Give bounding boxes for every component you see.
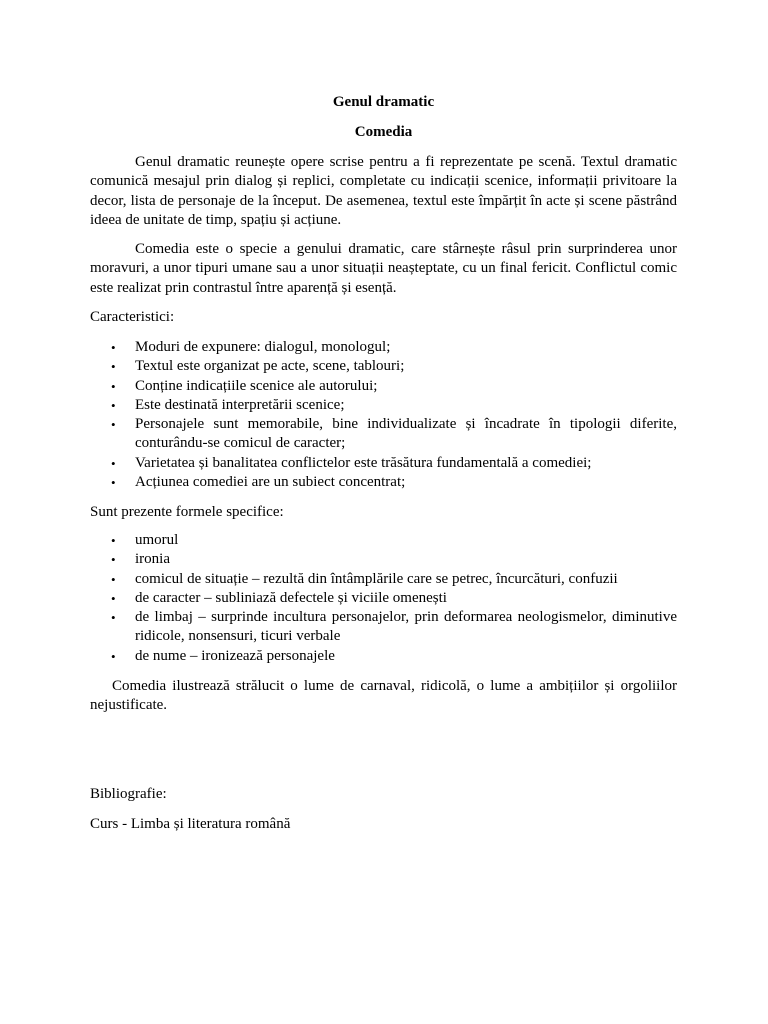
list-item-text: Personajele sunt memorabile, bine individualizate și încadrate în tipologii diferite, conturându-se comicul de caracter;: [135, 416, 677, 452]
list-item-text: Conține indicațiile scenice ale autorului;: [135, 377, 378, 394]
list-item-text: de caracter – subliniază defectele și viciile omenești: [135, 589, 447, 606]
bullet-icon: •: [111, 533, 116, 548]
bullet-icon: •: [111, 340, 116, 355]
list-item: [90, 647, 677, 666]
list-item-text: de nume – ironizează personajele: [135, 647, 335, 664]
forms-heading: Sunt prezente formele specifice:: [90, 504, 284, 520]
bibliography-heading: Bibliografie:: [90, 786, 167, 802]
list-item: [90, 473, 677, 492]
forms-list: [90, 531, 677, 666]
list-item-text: Acțiunea comediei are un subiect concentrat;: [135, 474, 406, 491]
bullet-icon: •: [111, 648, 116, 664]
list-item: [90, 454, 677, 473]
bullet-icon: •: [111, 590, 116, 606]
list-item-text: de limbaj – surprinde incultura personajelor, prin deformarea neologismelor, diminutive ridicole, nonsensuri, ticuri verbale: [135, 609, 677, 645]
list-item: [90, 377, 677, 396]
intro-paragraph: Genul dramatic reunește opere scrise pentru a fi reprezentate pe scenă. Textul dramatic comunică mesajul prin dialog și replici, completate cu indicații scenice, informații privitoare la decor, lista de personaje de la început. De asemenea, textul este împărțit în acte și scene păstrând ideea de unitate de timp, spațiu și acțiune.: [90, 154, 677, 228]
document-subtitle: Comedia: [354, 124, 413, 140]
closing-paragraph: Comedia ilustrează strălucit o lume de carnaval, ridicolă, o lume a ambițiilor și orgoliilor nejustificate.: [90, 678, 677, 714]
list-item-text: Este destinată interpretării scenice;: [135, 396, 345, 413]
bullet-icon: •: [111, 397, 116, 413]
list-item-text: Textul este organizat pe acte, scene, tablouri;: [135, 358, 405, 375]
list-item: [90, 415, 677, 454]
list-item-text: umorul: [135, 532, 179, 548]
bibliography-entry: Curs - Limba și literatura română: [90, 816, 291, 832]
bullet-icon: •: [111, 610, 116, 626]
list-item: [90, 531, 677, 550]
list-item-text: Varietatea și banalitatea conflictelor este trăsătura fundamentală a comediei;: [135, 454, 592, 471]
characteristics-heading: Caracteristici:: [90, 309, 175, 325]
characteristics-list: [90, 338, 677, 492]
document-title: Genul dramatic: [332, 94, 435, 110]
bullet-icon: •: [111, 552, 116, 568]
bullet-icon: •: [111, 417, 116, 433]
bullet-icon: •: [111, 475, 116, 491]
bullet-icon: •: [111, 378, 116, 394]
list-item: [90, 396, 677, 415]
list-item: [90, 338, 677, 357]
list-item-text: ironia: [135, 551, 170, 568]
list-item: [90, 357, 677, 376]
bullet-icon: •: [111, 455, 116, 471]
list-item: [90, 608, 677, 647]
list-item: [90, 589, 677, 608]
comedy-definition-paragraph: Comedia este o specie a genului dramatic, care stârnește râsul prin surprinderea unor moravuri, a unor tipuri umane sau a unor situații neașteptate, cu un final fericit. Conflictul comic este realizat prin contrastul între aparență și esență.: [90, 241, 677, 296]
bullet-icon: •: [111, 571, 116, 587]
list-item: [90, 550, 677, 569]
bullet-icon: •: [111, 359, 116, 375]
list-item-text: comicul de situație – rezultă din întâmplările care se petrec, încurcături, confuzii: [135, 570, 618, 587]
list-item-text: Moduri de expunere: dialogul, monologul;: [135, 339, 391, 355]
list-item: [90, 570, 677, 589]
